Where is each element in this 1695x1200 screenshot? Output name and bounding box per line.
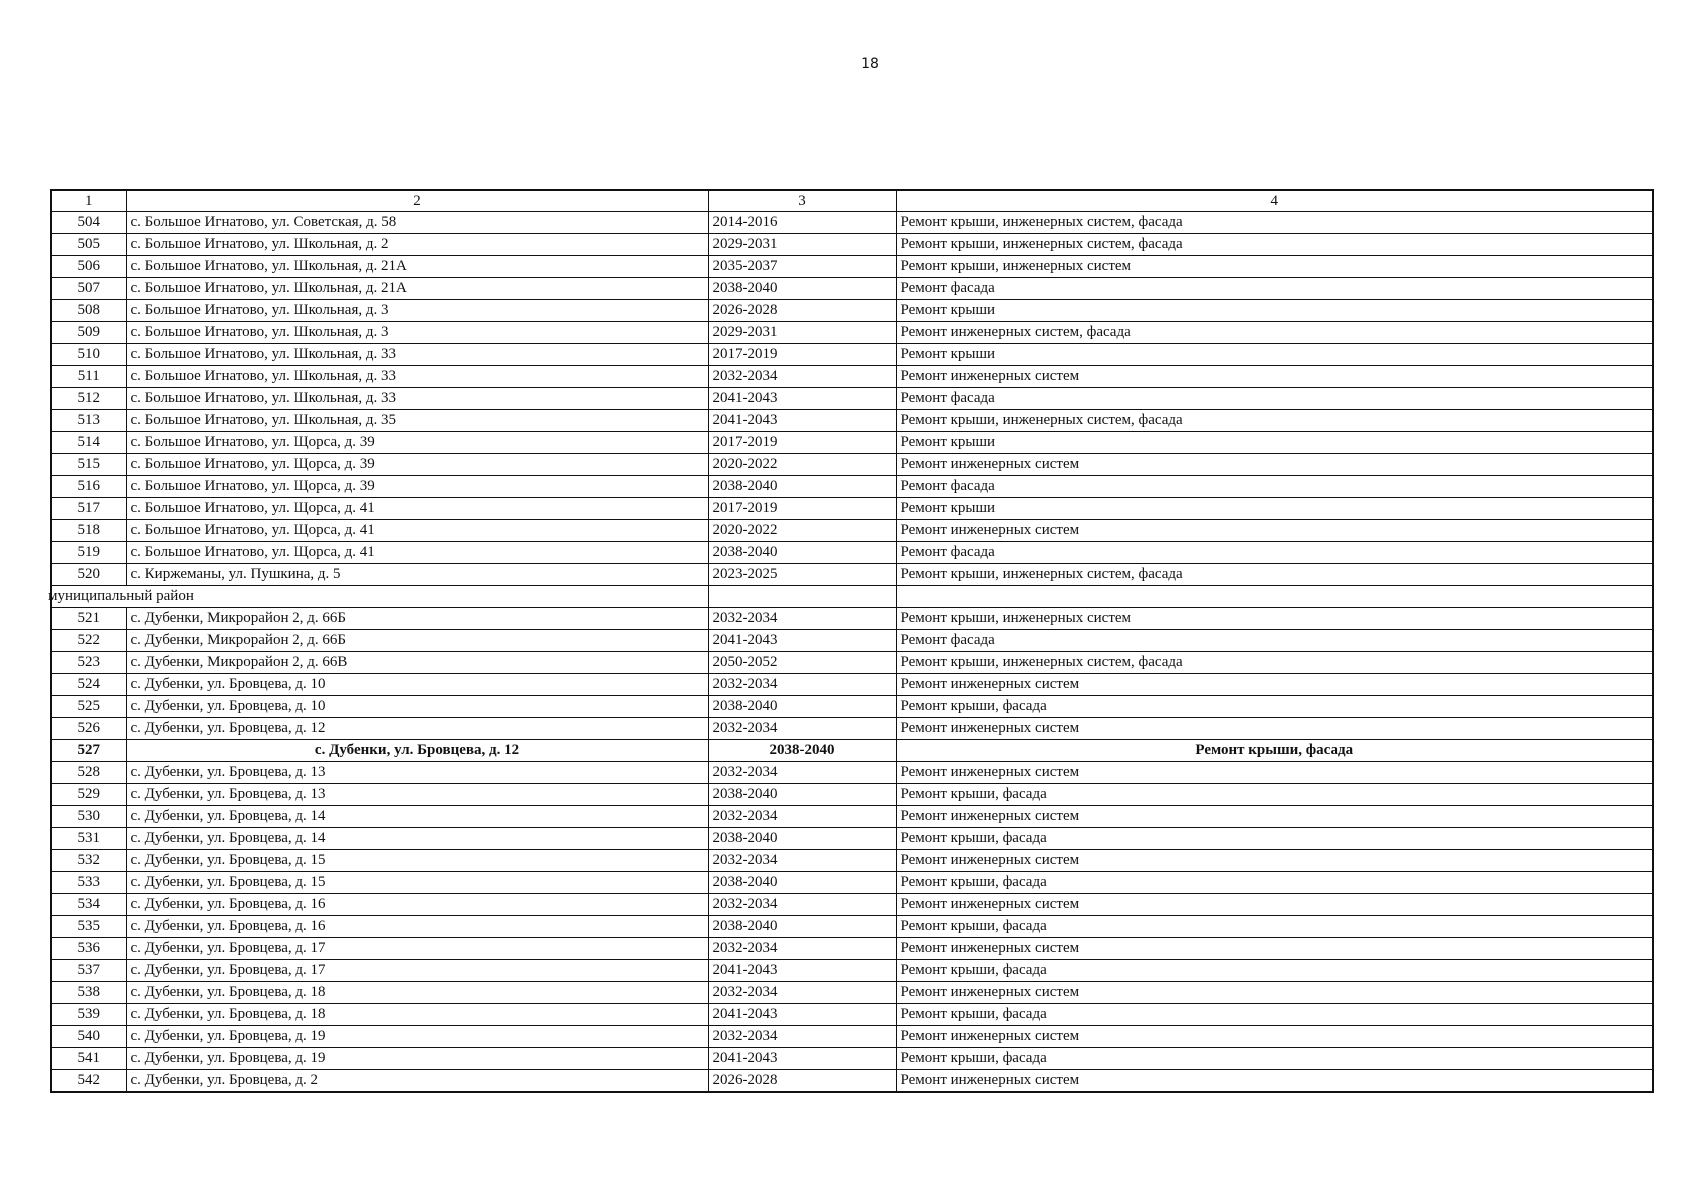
row-address: с. Большое Игнатово, ул. Школьная, д. 35 xyxy=(126,410,708,432)
table-row xyxy=(51,322,1653,344)
row-work-type: Ремонт крыши, фасада xyxy=(896,740,1653,762)
row-number: 526 xyxy=(51,718,126,740)
row-period: 2041-2043 xyxy=(708,410,896,432)
row-number: 530 xyxy=(51,806,126,828)
row-period: 2032-2034 xyxy=(708,1026,896,1048)
row-period: 2014-2016 xyxy=(708,212,896,234)
table-row xyxy=(51,520,1653,542)
table-row xyxy=(51,454,1653,476)
row-number: 511 xyxy=(51,366,126,388)
row-number: 514 xyxy=(51,432,126,454)
row-period: 2029-2031 xyxy=(708,234,896,256)
row-period: 2032-2034 xyxy=(708,762,896,784)
row-period: 2050-2052 xyxy=(708,652,896,674)
row-address: с. Большое Игнатово, ул. Советская, д. 58 xyxy=(126,212,708,234)
table-row xyxy=(51,300,1653,322)
row-period: 2041-2043 xyxy=(708,388,896,410)
row-work-type: Ремонт крыши, инженерных систем, фасада xyxy=(896,234,1653,256)
table-row xyxy=(51,652,1653,674)
section-empty-cell xyxy=(896,586,1653,608)
row-number: 539 xyxy=(51,1004,126,1026)
table-body xyxy=(48,190,1653,1092)
row-number: 516 xyxy=(51,476,126,498)
table-row xyxy=(51,1026,1653,1048)
row-address: с. Дубенки, ул. Бровцева, д. 13 xyxy=(126,784,708,806)
row-period: 2041-2043 xyxy=(708,1004,896,1026)
row-address: с. Большое Игнатово, ул. Школьная, д. 21А xyxy=(126,278,708,300)
row-number: 507 xyxy=(51,278,126,300)
row-work-type: Ремонт инженерных систем xyxy=(896,1070,1653,1093)
row-address: с. Дубенки, ул. Бровцева, д. 19 xyxy=(126,1026,708,1048)
row-number: 525 xyxy=(51,696,126,718)
row-work-type: Ремонт инженерных систем xyxy=(896,718,1653,740)
row-number: 518 xyxy=(51,520,126,542)
row-period: 2020-2022 xyxy=(708,454,896,476)
table-row xyxy=(51,938,1653,960)
row-period: 2032-2034 xyxy=(708,674,896,696)
row-address: с. Большое Игнатово, ул. Школьная, д. 2 xyxy=(126,234,708,256)
section-row xyxy=(51,586,1653,608)
row-period: 2032-2034 xyxy=(708,366,896,388)
row-number: 513 xyxy=(51,410,126,432)
row-address: с. Дубенки, ул. Бровцева, д. 12 xyxy=(126,718,708,740)
row-address: с. Дубенки, ул. Бровцева, д. 16 xyxy=(126,894,708,916)
row-address: с. Большое Игнатово, ул. Школьная, д. 3 xyxy=(126,322,708,344)
row-work-type: Ремонт фасада xyxy=(896,476,1653,498)
row-period: 2038-2040 xyxy=(708,476,896,498)
table-row xyxy=(51,762,1653,784)
table-row xyxy=(51,1070,1653,1093)
row-number: 509 xyxy=(51,322,126,344)
row-period: 2026-2028 xyxy=(708,300,896,322)
row-number: 515 xyxy=(51,454,126,476)
table-row xyxy=(51,476,1653,498)
row-number: 538 xyxy=(51,982,126,1004)
row-number: 532 xyxy=(51,850,126,872)
row-work-type: Ремонт крыши, инженерных систем xyxy=(896,256,1653,278)
row-work-type: Ремонт фасада xyxy=(896,630,1653,652)
row-address: с. Дубенки, ул. Бровцева, д. 15 xyxy=(126,872,708,894)
row-work-type: Ремонт инженерных систем xyxy=(896,850,1653,872)
table-row xyxy=(51,630,1653,652)
row-work-type: Ремонт крыши, инженерных систем, фасада xyxy=(896,652,1653,674)
column-header-4: 4 xyxy=(896,190,1653,212)
row-work-type: Ремонт инженерных систем xyxy=(896,894,1653,916)
row-number: 520 xyxy=(51,564,126,586)
table-row xyxy=(51,806,1653,828)
row-work-type: Ремонт инженерных систем xyxy=(896,520,1653,542)
row-address: с. Дубенки, ул. Бровцева, д. 12 xyxy=(126,740,708,762)
row-period: 2041-2043 xyxy=(708,960,896,982)
row-address: с. Дубенки, ул. Бровцева, д. 17 xyxy=(126,938,708,960)
row-work-type: Ремонт инженерных систем xyxy=(896,674,1653,696)
table-row xyxy=(51,608,1653,630)
row-work-type: Ремонт крыши xyxy=(896,300,1653,322)
row-period: 2032-2034 xyxy=(708,982,896,1004)
row-period: 2038-2040 xyxy=(708,542,896,564)
row-address: с. Большое Игнатово, ул. Щорса, д. 41 xyxy=(126,542,708,564)
row-number: 542 xyxy=(51,1070,126,1093)
row-work-type: Ремонт крыши xyxy=(896,498,1653,520)
table-row xyxy=(51,916,1653,938)
row-number: 536 xyxy=(51,938,126,960)
table-row xyxy=(51,256,1653,278)
table-row xyxy=(51,564,1653,586)
row-address: с. Большое Игнатово, ул. Щорса, д. 39 xyxy=(126,454,708,476)
row-period: 2017-2019 xyxy=(708,432,896,454)
table-row xyxy=(51,960,1653,982)
row-number: 531 xyxy=(51,828,126,850)
row-address: с. Дубенки, ул. Бровцева, д. 16 xyxy=(126,916,708,938)
row-work-type: Ремонт крыши, инженерных систем, фасада xyxy=(896,212,1653,234)
table-row xyxy=(51,234,1653,256)
row-address: с. Дубенки, ул. Бровцева, д. 14 xyxy=(126,828,708,850)
row-number: 504 xyxy=(51,212,126,234)
row-number: 512 xyxy=(51,388,126,410)
row-period: 2020-2022 xyxy=(708,520,896,542)
row-work-type: Ремонт крыши, инженерных систем, фасада xyxy=(896,410,1653,432)
row-period: 2038-2040 xyxy=(708,872,896,894)
row-period: 2023-2025 xyxy=(708,564,896,586)
row-period: 2032-2034 xyxy=(708,938,896,960)
section-empty-cell xyxy=(708,586,896,608)
row-address: с. Дубенки, ул. Бровцева, д. 2 xyxy=(126,1070,708,1093)
table-row xyxy=(51,498,1653,520)
row-address: с. Дубенки, ул. Бровцева, д. 10 xyxy=(126,674,708,696)
row-period: 2017-2019 xyxy=(708,498,896,520)
table-row xyxy=(51,1004,1653,1026)
row-period: 2017-2019 xyxy=(708,344,896,366)
row-work-type: Ремонт крыши, фасада xyxy=(896,1004,1653,1026)
table-row xyxy=(51,982,1653,1004)
table-row xyxy=(51,542,1653,564)
row-address: с. Дубенки, ул. Бровцева, д. 10 xyxy=(126,696,708,718)
row-number: 534 xyxy=(51,894,126,916)
row-number: 540 xyxy=(51,1026,126,1048)
repair-schedule-table xyxy=(50,189,1654,1093)
row-period: 2032-2034 xyxy=(708,608,896,630)
row-work-type: Ремонт крыши, фасада xyxy=(896,916,1653,938)
row-work-type: Ремонт крыши, фасада xyxy=(896,960,1653,982)
row-number: 519 xyxy=(51,542,126,564)
row-period: 2032-2034 xyxy=(708,894,896,916)
row-work-type: Ремонт крыши xyxy=(896,432,1653,454)
row-address: с. Большое Игнатово, ул. Школьная, д. 33 xyxy=(126,344,708,366)
row-period: 2032-2034 xyxy=(708,718,896,740)
row-work-type: Ремонт крыши, фасада xyxy=(896,872,1653,894)
row-work-type: Ремонт крыши xyxy=(896,344,1653,366)
row-number: 523 xyxy=(51,652,126,674)
row-address: с. Дубенки, ул. Бровцева, д. 19 xyxy=(126,1048,708,1070)
row-number: 521 xyxy=(51,608,126,630)
row-work-type: Ремонт инженерных систем xyxy=(896,762,1653,784)
row-address: с. Большое Игнатово, ул. Щорса, д. 41 xyxy=(126,520,708,542)
row-period: 2032-2034 xyxy=(708,806,896,828)
table-row xyxy=(51,344,1653,366)
row-address: с. Большое Игнатово, ул. Щорса, д. 41 xyxy=(126,498,708,520)
table-row xyxy=(51,410,1653,432)
row-number: 506 xyxy=(51,256,126,278)
section-label: муниципальный район xyxy=(48,588,194,604)
row-period: 2038-2040 xyxy=(708,828,896,850)
row-period: 2041-2043 xyxy=(708,1048,896,1070)
table-row xyxy=(51,784,1653,806)
row-number: 524 xyxy=(51,674,126,696)
row-address: с. Большое Игнатово, ул. Щорса, д. 39 xyxy=(126,476,708,498)
row-address: с. Большое Игнатово, ул. Школьная, д. 33 xyxy=(126,388,708,410)
table-row xyxy=(51,894,1653,916)
row-number: 510 xyxy=(51,344,126,366)
row-address: с. Дубенки, Микрорайон 2, д. 66В xyxy=(126,652,708,674)
row-period: 2038-2040 xyxy=(708,278,896,300)
row-number: 535 xyxy=(51,916,126,938)
row-address: с. Дубенки, ул. Бровцева, д. 13 xyxy=(126,762,708,784)
row-number: 522 xyxy=(51,630,126,652)
table-row xyxy=(51,432,1653,454)
row-period: 2038-2040 xyxy=(708,696,896,718)
row-number: 508 xyxy=(51,300,126,322)
row-work-type: Ремонт фасада xyxy=(896,278,1653,300)
row-address: с. Большое Игнатово, ул. Школьная, д. 21А xyxy=(126,256,708,278)
table-row xyxy=(51,388,1653,410)
row-work-type: Ремонт фасада xyxy=(896,542,1653,564)
row-period: 2026-2028 xyxy=(708,1070,896,1093)
column-header-1: 1 xyxy=(51,190,126,212)
row-address: с. Большое Игнатово, ул. Щорса, д. 39 xyxy=(126,432,708,454)
row-number: 517 xyxy=(51,498,126,520)
table-row xyxy=(51,696,1653,718)
row-address: с. Дубенки, Микрорайон 2, д. 66Б xyxy=(126,608,708,630)
row-period: 2029-2031 xyxy=(708,322,896,344)
column-header-3: 3 xyxy=(708,190,896,212)
row-period: 2038-2040 xyxy=(708,784,896,806)
row-work-type: Ремонт крыши, инженерных систем xyxy=(896,608,1653,630)
row-number: 533 xyxy=(51,872,126,894)
row-work-type: Ремонт инженерных систем xyxy=(896,454,1653,476)
row-number: 505 xyxy=(51,234,126,256)
row-address: с. Дубенки, ул. Бровцева, д. 17 xyxy=(126,960,708,982)
table-row xyxy=(51,366,1653,388)
row-address: с. Дубенки, ул. Бровцева, д. 18 xyxy=(126,982,708,1004)
row-work-type: Ремонт инженерных систем, фасада xyxy=(896,322,1653,344)
row-period: 2038-2040 xyxy=(708,916,896,938)
row-work-type: Ремонт инженерных систем xyxy=(896,982,1653,1004)
table-row xyxy=(51,850,1653,872)
row-period: 2035-2037 xyxy=(708,256,896,278)
page-number: 18 xyxy=(861,56,879,72)
column-header-2: 2 xyxy=(126,190,708,212)
table-row xyxy=(51,212,1653,234)
table-row xyxy=(51,872,1653,894)
row-period: 2038-2040 xyxy=(708,740,896,762)
row-address: с. Киржеманы, ул. Пушкина, д. 5 xyxy=(126,564,708,586)
row-work-type: Ремонт фасада xyxy=(896,388,1653,410)
row-address: с. Большое Игнатово, ул. Школьная, д. 3 xyxy=(126,300,708,322)
row-number: 528 xyxy=(51,762,126,784)
row-address: с. Дубенки, ул. Бровцева, д. 18 xyxy=(126,1004,708,1026)
row-address: с. Дубенки, ул. Бровцева, д. 15 xyxy=(126,850,708,872)
row-work-type: Ремонт инженерных систем xyxy=(896,366,1653,388)
row-work-type: Ремонт инженерных систем xyxy=(896,938,1653,960)
table-row xyxy=(51,828,1653,850)
row-work-type: Ремонт инженерных систем xyxy=(896,806,1653,828)
row-number: 537 xyxy=(51,960,126,982)
table-row xyxy=(51,1048,1653,1070)
table-row xyxy=(51,278,1653,300)
row-address: с. Дубенки, ул. Бровцева, д. 14 xyxy=(126,806,708,828)
row-number: 541 xyxy=(51,1048,126,1070)
row-work-type: Ремонт крыши, фасада xyxy=(896,696,1653,718)
row-address: с. Большое Игнатово, ул. Школьная, д. 33 xyxy=(126,366,708,388)
row-work-type: Ремонт крыши, фасада xyxy=(896,1048,1653,1070)
row-number: 527 xyxy=(51,740,126,762)
row-work-type: Ремонт крыши, фасада xyxy=(896,828,1653,850)
section-label-cell xyxy=(48,586,708,608)
row-number: 529 xyxy=(51,784,126,806)
row-period: 2032-2034 xyxy=(708,850,896,872)
row-work-type: Ремонт крыши, инженерных систем, фасада xyxy=(896,564,1653,586)
row-work-type: Ремонт инженерных систем xyxy=(896,1026,1653,1048)
table-row xyxy=(51,718,1653,740)
row-address: с. Дубенки, Микрорайон 2, д. 66Б xyxy=(126,630,708,652)
row-work-type: Ремонт крыши, фасада xyxy=(896,784,1653,806)
table-row xyxy=(51,740,1653,762)
column-number-row xyxy=(51,190,1653,212)
table-row xyxy=(51,674,1653,696)
row-period: 2041-2043 xyxy=(708,630,896,652)
